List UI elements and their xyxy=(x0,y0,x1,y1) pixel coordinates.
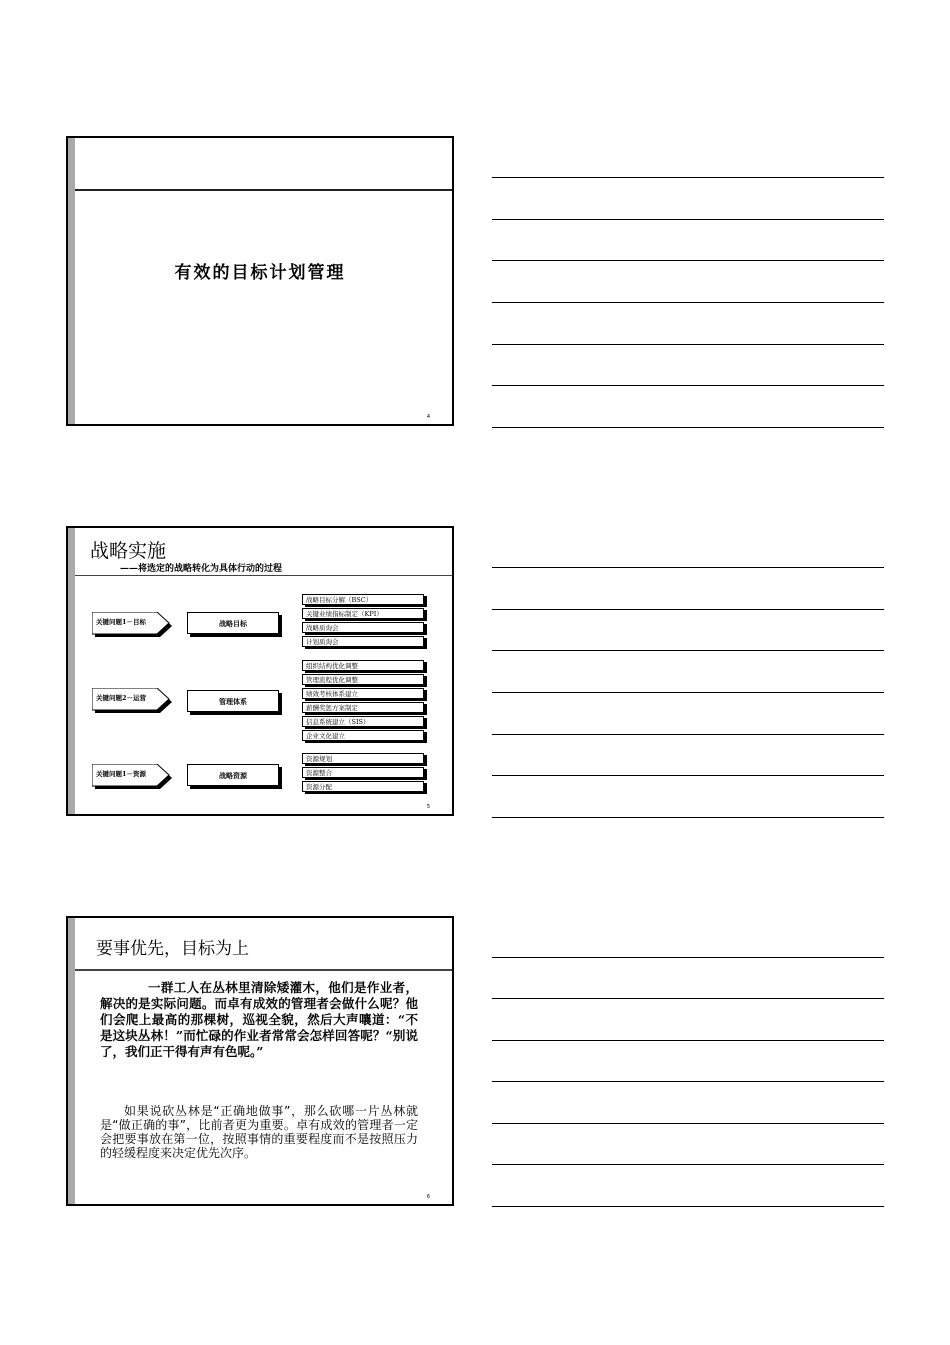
action-item: 绩效考核体系建立 xyxy=(302,688,424,699)
slide-subtitle: ——将选定的战略转化为具体行动的过程 xyxy=(120,564,283,574)
slide-title: 有效的目标计划管理 xyxy=(174,263,346,283)
slide-accent-bar xyxy=(68,528,75,814)
action-item: 管理流程优化调整 xyxy=(302,674,424,685)
note-line xyxy=(492,344,884,345)
title-divider xyxy=(75,575,452,576)
action-item: 计划质询会 xyxy=(302,636,424,647)
key-question-arrow xyxy=(92,612,170,634)
note-line xyxy=(492,427,884,428)
action-item: 组织结构优化调整 xyxy=(302,660,424,671)
note-line xyxy=(492,1164,884,1165)
note-line xyxy=(492,957,884,958)
note-line xyxy=(492,1206,884,1207)
slide-title: 要事优先，目标为上 xyxy=(96,939,249,959)
note-line xyxy=(492,734,884,735)
action-item: 资源整合 xyxy=(302,767,424,778)
page-number: 5 xyxy=(426,804,430,810)
slide-2 xyxy=(66,526,454,816)
action-item: 战略目标分解（BSC） xyxy=(302,594,424,605)
key-question-label: 关键问题1－目标 xyxy=(96,618,147,626)
action-item: 战略质询会 xyxy=(302,622,424,633)
key-question-label: 关键问题2－运营 xyxy=(96,694,147,702)
slide-header-band xyxy=(75,138,452,191)
note-line xyxy=(492,692,884,693)
page-number: 6 xyxy=(426,1194,430,1200)
page-number: 4 xyxy=(426,414,430,420)
slide-accent-bar xyxy=(68,918,75,1204)
note-line xyxy=(492,817,884,818)
title-divider xyxy=(75,969,452,971)
strategy-target-box: 管理体系 xyxy=(187,690,279,712)
body-paragraph: 如果说砍丛林是“正确地做事”，那么砍哪一片丛林就是“做正确的事”，比前者更为重要。卓有成效的管理者一定会把要事放在第一位，按照事情的重要程度而不是按照压力的轻缓程度来决定优先次序。 xyxy=(100,1104,418,1160)
note-line xyxy=(492,302,884,303)
note-line xyxy=(492,1081,884,1082)
slide-title: 战略实施 xyxy=(90,540,167,562)
note-line xyxy=(492,1040,884,1041)
slide-1 xyxy=(66,136,454,426)
note-line xyxy=(492,609,884,610)
note-line xyxy=(492,567,884,568)
key-question-label: 关键问题1－资源 xyxy=(96,770,147,778)
action-item: 资源规划 xyxy=(302,753,424,764)
strategy-target-box: 战略资源 xyxy=(187,764,279,786)
note-line xyxy=(492,177,884,178)
note-line xyxy=(492,260,884,261)
slide-3 xyxy=(66,916,454,1206)
action-item: 信息系统建立（SIS） xyxy=(302,716,424,727)
note-line xyxy=(492,385,884,386)
note-line xyxy=(492,650,884,651)
note-line xyxy=(492,998,884,999)
key-question-arrow xyxy=(92,764,170,786)
action-item: 关键业绩指标制定（KPI） xyxy=(302,608,424,619)
strategy-target-box: 战略目标 xyxy=(187,612,279,634)
action-item: 薪酬奖惩方案制定 xyxy=(302,702,424,713)
body-paragraph: 一群工人在丛林里清除矮灌木，他们是作业者，解决的是实际问题。而卓有成效的管理者会做什么呢？他们会爬上最高的那棵树，巡视全貌，然后大声嚷道：“不是这块丛林！”而忙碌的作业者常常会怎样回答呢？“别说了，我们正干得有声有色呢。” xyxy=(100,980,418,1059)
note-line xyxy=(492,775,884,776)
note-line xyxy=(492,219,884,220)
note-line xyxy=(492,1123,884,1124)
key-question-arrow xyxy=(92,688,170,710)
action-item: 资源分配 xyxy=(302,781,424,792)
action-item: 企业文化建立 xyxy=(302,730,424,741)
